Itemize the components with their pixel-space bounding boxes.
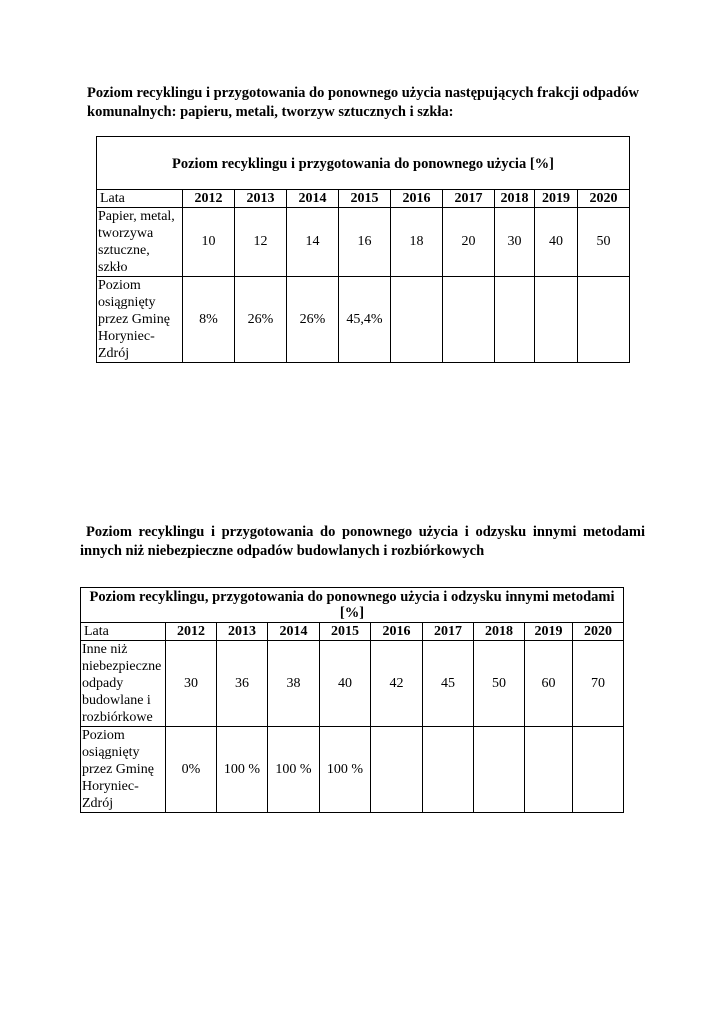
table-cell: 42 xyxy=(371,641,423,727)
table-cell: 40 xyxy=(535,208,578,277)
year-header: 2013 xyxy=(217,623,268,641)
table-cell: 36 xyxy=(217,641,268,727)
table-cell: 30 xyxy=(495,208,535,277)
table-header-row xyxy=(97,190,630,208)
table-caption: Poziom recyklingu, przygotowania do ponownego użycia i odzysku innymi metodami [%] xyxy=(81,588,624,623)
table-cell xyxy=(535,277,578,363)
year-header: 2015 xyxy=(320,623,371,641)
heading-line: Poziom recyklingu i przygotowania do ponownego użycia i odzysku innymi metodami xyxy=(86,524,645,540)
section-heading-1: Poziom recyklingu i przygotowania do ponownego użycia następujących frakcji odpadów komunalnych: papieru, metali, tworzyw sztucznych i szkła: xyxy=(87,85,639,120)
table-cell xyxy=(495,277,535,363)
year-header: 2019 xyxy=(535,190,578,208)
row-label: Papier, metal, tworzywa sztuczne, szkło xyxy=(97,208,183,277)
table-row xyxy=(97,208,630,277)
heading-line: innych niż niebezpieczne odpadów budowlanych i rozbiórkowych xyxy=(80,543,485,559)
table-cell xyxy=(371,727,423,813)
table-cell: 20 xyxy=(443,208,495,277)
year-header: 2016 xyxy=(391,190,443,208)
table-cell xyxy=(391,277,443,363)
year-header: 2014 xyxy=(268,623,320,641)
table-row xyxy=(81,641,624,727)
table-cell: 50 xyxy=(578,208,630,277)
table-row xyxy=(97,277,630,363)
row-label: Poziom osiągnięty przez Gminę Horyniec-Zdrój xyxy=(81,727,166,813)
header-label: Lata xyxy=(97,190,183,208)
section-heading-2 xyxy=(80,523,645,561)
table-cell: 70 xyxy=(573,641,624,727)
year-header: 2012 xyxy=(183,190,235,208)
year-header: 2018 xyxy=(495,190,535,208)
row-label: Poziom osiągnięty przez Gminę Horyniec-Zdrój xyxy=(97,277,183,363)
table-cell xyxy=(573,727,624,813)
table-cell: 16 xyxy=(339,208,391,277)
year-header: 2013 xyxy=(235,190,287,208)
table-cell: 100 % xyxy=(268,727,320,813)
table-caption: Poziom recyklingu i przygotowania do ponownego użycia [%] xyxy=(97,137,630,190)
table-cell: 100 % xyxy=(320,727,371,813)
year-header: 2015 xyxy=(339,190,391,208)
table-cell xyxy=(578,277,630,363)
table-cell: 18 xyxy=(391,208,443,277)
table-cell: 26% xyxy=(235,277,287,363)
year-header: 2020 xyxy=(573,623,624,641)
table-cell: 50 xyxy=(474,641,525,727)
year-header: 2016 xyxy=(371,623,423,641)
year-header: 2017 xyxy=(423,623,474,641)
table-cell: 26% xyxy=(287,277,339,363)
table-cell: 14 xyxy=(287,208,339,277)
table-row xyxy=(81,727,624,813)
table-cell xyxy=(474,727,525,813)
table-cell: 100 % xyxy=(217,727,268,813)
table-cell: 0% xyxy=(166,727,217,813)
header-label: Lata xyxy=(81,623,166,641)
row-label: Inne niż niebezpieczne odpady budowlane i rozbiórkowe xyxy=(81,641,166,727)
year-header: 2019 xyxy=(525,623,573,641)
recycling-table-2 xyxy=(80,587,624,813)
table-cell: 30 xyxy=(166,641,217,727)
table-cell: 45,4% xyxy=(339,277,391,363)
table-cell xyxy=(443,277,495,363)
year-header: 2012 xyxy=(166,623,217,641)
table-cell: 60 xyxy=(525,641,573,727)
table-cell: 10 xyxy=(183,208,235,277)
table-header-row xyxy=(81,623,624,641)
table-cell: 12 xyxy=(235,208,287,277)
table-cell xyxy=(525,727,573,813)
table-cell: 40 xyxy=(320,641,371,727)
year-header: 2020 xyxy=(578,190,630,208)
year-header: 2018 xyxy=(474,623,525,641)
table-cell: 45 xyxy=(423,641,474,727)
year-header: 2017 xyxy=(443,190,495,208)
table-cell xyxy=(423,727,474,813)
table-cell: 8% xyxy=(183,277,235,363)
year-header: 2014 xyxy=(287,190,339,208)
table-cell: 38 xyxy=(268,641,320,727)
recycling-table-1 xyxy=(96,136,630,363)
